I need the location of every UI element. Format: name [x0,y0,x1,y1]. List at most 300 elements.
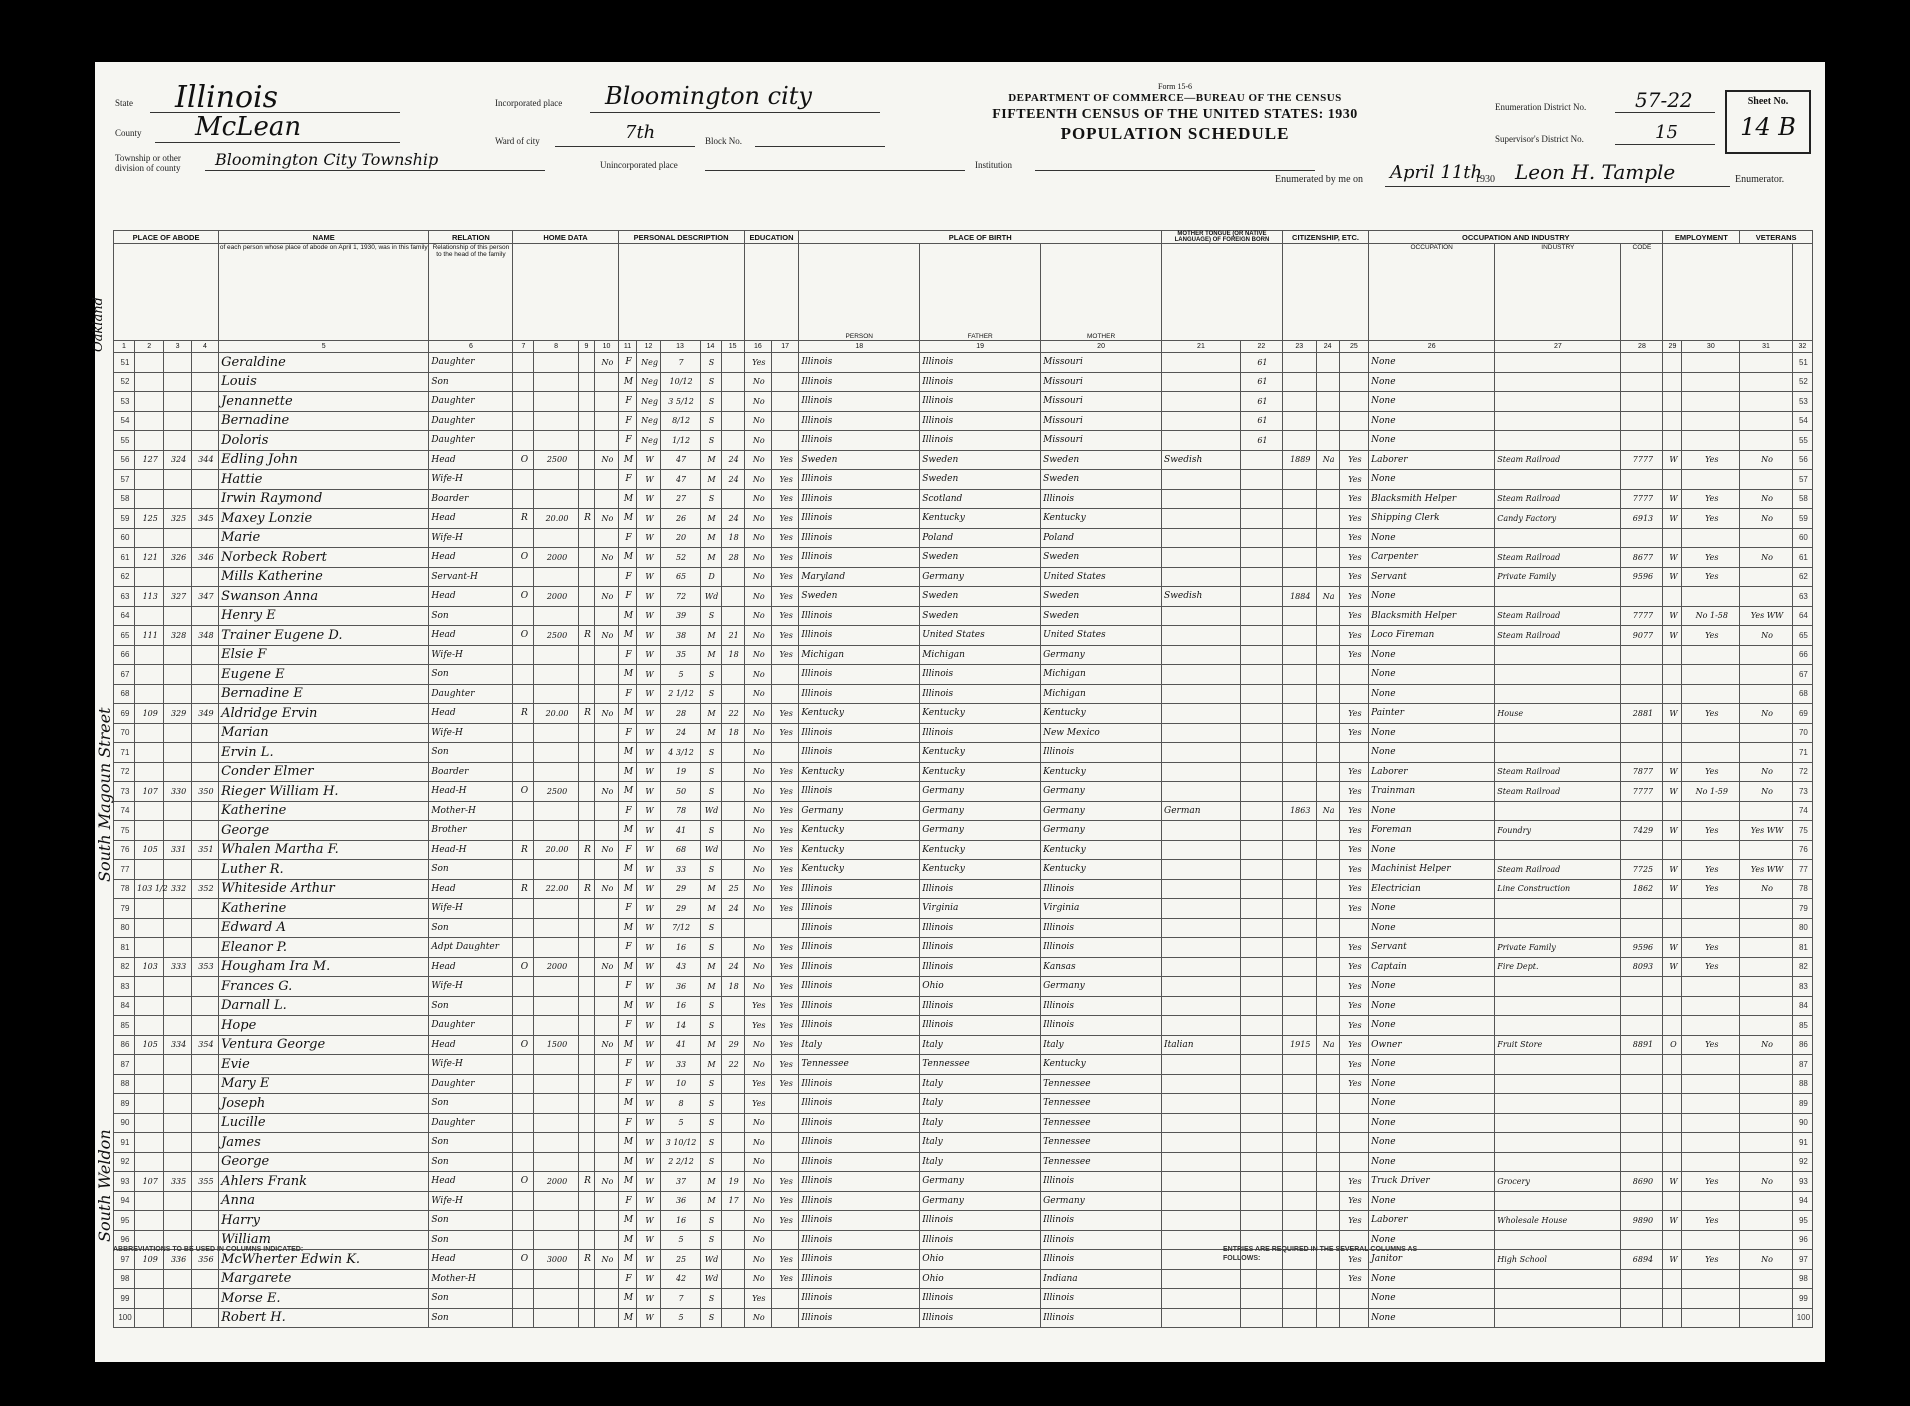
table-row [114,704,1813,724]
cell-agem [721,1016,744,1036]
cell-occcode [1621,645,1663,665]
cell-cls: W [1663,450,1682,470]
cell-ind: High School [1495,1250,1621,1270]
cell-house [135,1211,164,1231]
cell-work [1682,587,1740,607]
cell-mar: M [700,879,721,899]
cell-mb: Illinois [1041,1250,1162,1270]
cell-radio [578,470,595,490]
cell-pb: Illinois [799,938,920,958]
cell-ind: Grocery [1495,1172,1621,1192]
cell-value [534,431,578,451]
cell-value [534,392,578,412]
cell-work [1682,977,1740,997]
cell-race: W [637,665,660,685]
cell-mb: Illinois [1041,918,1162,938]
cell-name: Conder Elmer [219,762,429,782]
cell-dwell [164,938,191,958]
cell-fb: Illinois [920,1230,1041,1250]
cell-race: W [637,548,660,568]
cell-fb: Sweden [920,606,1041,626]
cell-vet: No [1740,509,1793,529]
cell-mb: Germany [1041,1191,1162,1211]
cell-fam [191,1094,218,1114]
cell-vet [1740,1094,1793,1114]
cell-immig [1282,470,1316,490]
cell-sex: F [618,431,637,451]
cell-school: No [744,1133,771,1153]
table-row [114,1211,1813,1231]
cell-rel: Head [429,450,513,470]
cell-fam [191,528,218,548]
cell-eng: Yes [1339,1211,1368,1231]
cell-read: Yes [772,1269,799,1289]
cell-immig [1282,528,1316,548]
cell-age: 29 [660,899,700,919]
line-number: 83 [1792,977,1812,997]
cell-radio [578,606,595,626]
cell-vet [1740,1074,1793,1094]
cell-tongue [1162,431,1241,451]
cell-code [1240,743,1282,763]
cell-occ: Trainman [1369,782,1495,802]
cell-mar: S [700,1074,721,1094]
cell-name: Joseph [219,1094,429,1114]
cell-age: 72 [660,587,700,607]
cell-immig: 1863 [1282,801,1316,821]
cell-pb: Illinois [799,1094,920,1114]
cell-vet [1740,1113,1793,1133]
cell-tenure [513,1094,534,1114]
cell-work: Yes [1682,1250,1740,1270]
table-row [114,1074,1813,1094]
line-number: 79 [114,899,135,919]
cell-dwell [164,1055,191,1075]
cell-rel: Wife-H [429,645,513,665]
cell-eng: Yes [1339,1250,1368,1270]
cell-cls [1663,1113,1682,1133]
cell-tongue [1162,626,1241,646]
cell-age: 29 [660,879,700,899]
cell-work [1682,528,1740,548]
line-number: 55 [1792,431,1812,451]
cell-race: W [637,1094,660,1114]
cell-read: Yes [772,509,799,529]
cell-sex: F [618,1269,637,1289]
cell-rel: Daughter [429,684,513,704]
cell-sex: F [618,801,637,821]
cell-code [1240,762,1282,782]
cell-name: Swanson Anna [219,587,429,607]
cell-work [1682,918,1740,938]
cell-house [135,1055,164,1075]
cell-farm: No [595,587,618,607]
cell-value: 20.00 [534,704,578,724]
column-number: 28 [1621,341,1663,353]
cell-tenure: O [513,782,534,802]
cell-occcode [1621,723,1663,743]
cell-cls [1663,918,1682,938]
cell-nat [1316,1133,1339,1153]
cell-dwell [164,821,191,841]
cell-age: 1/12 [660,431,700,451]
cell-pb: Italy [799,1035,920,1055]
cell-dwell [164,567,191,587]
cell-occcode: 8891 [1621,1035,1663,1055]
cell-occ: None [1369,840,1495,860]
cell-ind [1495,1074,1621,1094]
cell-read: Yes [772,1191,799,1211]
cell-radio [578,548,595,568]
cell-fam [191,918,218,938]
cell-tenure [513,801,534,821]
cell-occcode: 7877 [1621,762,1663,782]
table-row [114,353,1813,373]
cell-radio [578,431,595,451]
cell-rel: Son [429,1308,513,1328]
cell-farm: No [595,509,618,529]
cell-immig [1282,392,1316,412]
cell-agem: 24 [721,957,744,977]
cell-value [534,899,578,919]
cell-tenure [513,1055,534,1075]
cell-pb: Kentucky [799,762,920,782]
cell-age: 36 [660,977,700,997]
table-row [114,509,1813,529]
table-row [114,1035,1813,1055]
cell-tongue [1162,470,1241,490]
cell-nat [1316,392,1339,412]
cell-work [1682,1074,1740,1094]
cell-tongue [1162,938,1241,958]
desc-relation: Relationship of this person to the head of the family [429,244,513,341]
cell-school: No [744,606,771,626]
line-number: 90 [1792,1113,1812,1133]
cell-occ: Servant [1369,567,1495,587]
column-number: 4 [191,341,218,353]
cell-house [135,411,164,431]
cell-occcode [1621,431,1663,451]
cell-rel: Daughter [429,1074,513,1094]
cell-race: W [637,860,660,880]
cell-dwell: 325 [164,509,191,529]
cell-value [534,938,578,958]
cell-age: 26 [660,509,700,529]
cell-sex: M [618,1152,637,1172]
cell-nat [1316,1094,1339,1114]
cell-age: 7/12 [660,918,700,938]
cell-rel: Wife-H [429,899,513,919]
cell-vet [1740,840,1793,860]
cell-race: W [637,1133,660,1153]
cell-vet [1740,587,1793,607]
cell-fb: Italy [920,1074,1041,1094]
cell-tenure [513,762,534,782]
cell-race: W [637,918,660,938]
cell-agem: 24 [721,899,744,919]
cell-work: Yes [1682,548,1740,568]
cell-farm [595,977,618,997]
line-number: 96 [1792,1230,1812,1250]
table-row [114,450,1813,470]
cell-sex: M [618,743,637,763]
cell-pb: Illinois [799,1289,920,1309]
cell-fb: Scotland [920,489,1041,509]
cell-race: W [637,957,660,977]
cell-tongue [1162,1172,1241,1192]
cell-occcode [1621,899,1663,919]
cell-eng: Yes [1339,879,1368,899]
group-name: NAME [219,231,429,244]
column-number: 23 [1282,341,1316,353]
cell-occcode: 9890 [1621,1211,1663,1231]
cell-occcode [1621,977,1663,997]
cell-school: Yes [744,1094,771,1114]
cell-tenure [513,489,534,509]
cell-agem [721,743,744,763]
cell-mar: M [700,977,721,997]
cell-fb: Illinois [920,665,1041,685]
cell-immig [1282,1152,1316,1172]
cell-tenure: R [513,879,534,899]
cell-race: W [637,645,660,665]
cell-eng: Yes [1339,762,1368,782]
cell-radio [578,762,595,782]
cell-ind: House [1495,704,1621,724]
cell-house: 103 1/2 [135,879,164,899]
cell-immig [1282,1133,1316,1153]
cell-farm [595,996,618,1016]
cell-nat [1316,548,1339,568]
cell-fb: Italy [920,1133,1041,1153]
cell-eng: Yes [1339,1055,1368,1075]
table-row [114,392,1813,412]
line-number: 61 [1792,548,1812,568]
cell-rel: Wife-H [429,723,513,743]
cell-occcode: 7777 [1621,782,1663,802]
cell-work: Yes [1682,1035,1740,1055]
cell-fam [191,1191,218,1211]
cell-fb: Germany [920,1172,1041,1192]
cell-eng: Yes [1339,821,1368,841]
table-row [114,606,1813,626]
cell-dwell [164,528,191,548]
cell-occcode [1621,840,1663,860]
cell-rel: Son [429,1211,513,1231]
line-number: 90 [114,1113,135,1133]
cell-school: No [744,840,771,860]
cell-read: Yes [772,1172,799,1192]
cell-eng [1339,1113,1368,1133]
cell-fb: Illinois [920,1211,1041,1231]
column-number: 27 [1495,341,1621,353]
cell-occcode [1621,411,1663,431]
cell-race: W [637,1211,660,1231]
cell-immig: 1915 [1282,1035,1316,1055]
cell-name: Hope [219,1016,429,1036]
line-number: 71 [1792,743,1812,763]
line-number: 81 [1792,938,1812,958]
cell-mar: S [700,996,721,1016]
cell-tenure [513,938,534,958]
cell-ind [1495,918,1621,938]
cell-tongue [1162,1113,1241,1133]
cell-name: Rieger William H. [219,782,429,802]
uninc-underline [705,170,965,171]
cell-fb: Poland [920,528,1041,548]
cell-occ: Electrician [1369,879,1495,899]
cell-name: Aldridge Ervin [219,704,429,724]
cell-mar: S [700,665,721,685]
line-number: 89 [114,1094,135,1114]
cell-tenure [513,1074,534,1094]
cell-age: 52 [660,548,700,568]
cell-mar: M [700,626,721,646]
cell-ind: Steam Railroad [1495,782,1621,802]
schedule-title-block [915,82,1435,145]
cell-mb: Kentucky [1041,1055,1162,1075]
cell-work: Yes [1682,704,1740,724]
cell-value [534,918,578,938]
cell-immig [1282,1094,1316,1114]
cell-farm [595,528,618,548]
line-number: 53 [114,392,135,412]
cell-dwell [164,684,191,704]
cell-code [1240,801,1282,821]
cell-race: W [637,1172,660,1192]
cell-fb: Kentucky [920,860,1041,880]
cell-eng [1339,684,1368,704]
cell-dwell [164,431,191,451]
cell-school: Yes [744,353,771,373]
cell-cls [1663,723,1682,743]
column-number: 5 [219,341,429,353]
cell-rel: Adpt Daughter [429,938,513,958]
cell-cls [1663,392,1682,412]
cell-read: Yes [772,1016,799,1036]
cell-rel: Daughter [429,353,513,373]
table-row [114,1094,1813,1114]
cell-tongue [1162,392,1241,412]
cell-dwell [164,372,191,392]
cell-age: 7 [660,353,700,373]
table-row [114,665,1813,685]
line-number: 64 [1792,606,1812,626]
cell-dwell [164,918,191,938]
cell-read: Yes [772,567,799,587]
cell-name: Bernadine [219,411,429,431]
cell-code [1240,626,1282,646]
cell-value [534,977,578,997]
cell-pb: Illinois [799,606,920,626]
cell-farm [595,567,618,587]
line-number: 88 [114,1074,135,1094]
cell-work [1682,353,1740,373]
cell-agem [721,1074,744,1094]
line-number: 91 [1792,1133,1812,1153]
cell-agem: 24 [721,470,744,490]
cell-age: 8 [660,1094,700,1114]
ed-value: 57-22 [1635,88,1693,112]
cell-ind [1495,587,1621,607]
cell-sex: M [618,1308,637,1328]
cell-school: No [744,509,771,529]
cell-school: No [744,587,771,607]
cell-age: 25 [660,1250,700,1270]
cell-value [534,1074,578,1094]
cell-radio [578,821,595,841]
cell-nat [1316,645,1339,665]
cell-house [135,1152,164,1172]
cell-dwell [164,996,191,1016]
cell-tenure [513,645,534,665]
line-number: 73 [1792,782,1812,802]
county-underline [155,142,400,143]
cell-age: 65 [660,567,700,587]
cell-mar: Wd [700,1269,721,1289]
cell-pb: Illinois [799,782,920,802]
cell-pb: Illinois [799,1191,920,1211]
cell-value [534,372,578,392]
cell-fam: 347 [191,587,218,607]
cell-ind: Candy Factory [1495,509,1621,529]
cell-immig [1282,840,1316,860]
cell-cls [1663,801,1682,821]
cell-rel: Son [429,1133,513,1153]
cell-agem: 21 [721,626,744,646]
cell-radio [578,665,595,685]
cell-nat: Na [1316,801,1339,821]
cell-name: Luther R. [219,860,429,880]
cell-tenure [513,665,534,685]
cell-fb: Italy [920,1094,1041,1114]
column-number: 14 [700,341,721,353]
line-number: 92 [114,1152,135,1172]
desc-birth-person: PERSON [799,244,920,341]
cell-eng: Yes [1339,1035,1368,1055]
cell-eng: Yes [1339,938,1368,958]
cell-immig [1282,372,1316,392]
cell-sex: F [618,1016,637,1036]
cell-tongue [1162,665,1241,685]
cell-pb: Illinois [799,743,920,763]
cell-name: Katherine [219,801,429,821]
cell-name: Morse E. [219,1289,429,1309]
cell-race: Neg [637,411,660,431]
cell-age: 5 [660,1230,700,1250]
cell-mar: S [700,411,721,431]
cell-radio [578,801,595,821]
cell-name: Trainer Eugene D. [219,626,429,646]
line-number: 72 [1792,762,1812,782]
cell-eng [1339,1152,1368,1172]
cell-cls [1663,1191,1682,1211]
cell-mar: M [700,528,721,548]
cell-occ: None [1369,353,1495,373]
cell-rel: Son [429,665,513,685]
cell-farm [595,1133,618,1153]
cell-school: No [744,899,771,919]
group-relation: RELATION [429,231,513,244]
cell-farm [595,1094,618,1114]
cell-mar: S [700,762,721,782]
cell-school: No [744,684,771,704]
cell-radio [578,528,595,548]
cell-radio [578,1113,595,1133]
cell-tenure [513,860,534,880]
cell-occ: None [1369,372,1495,392]
cell-tongue [1162,957,1241,977]
